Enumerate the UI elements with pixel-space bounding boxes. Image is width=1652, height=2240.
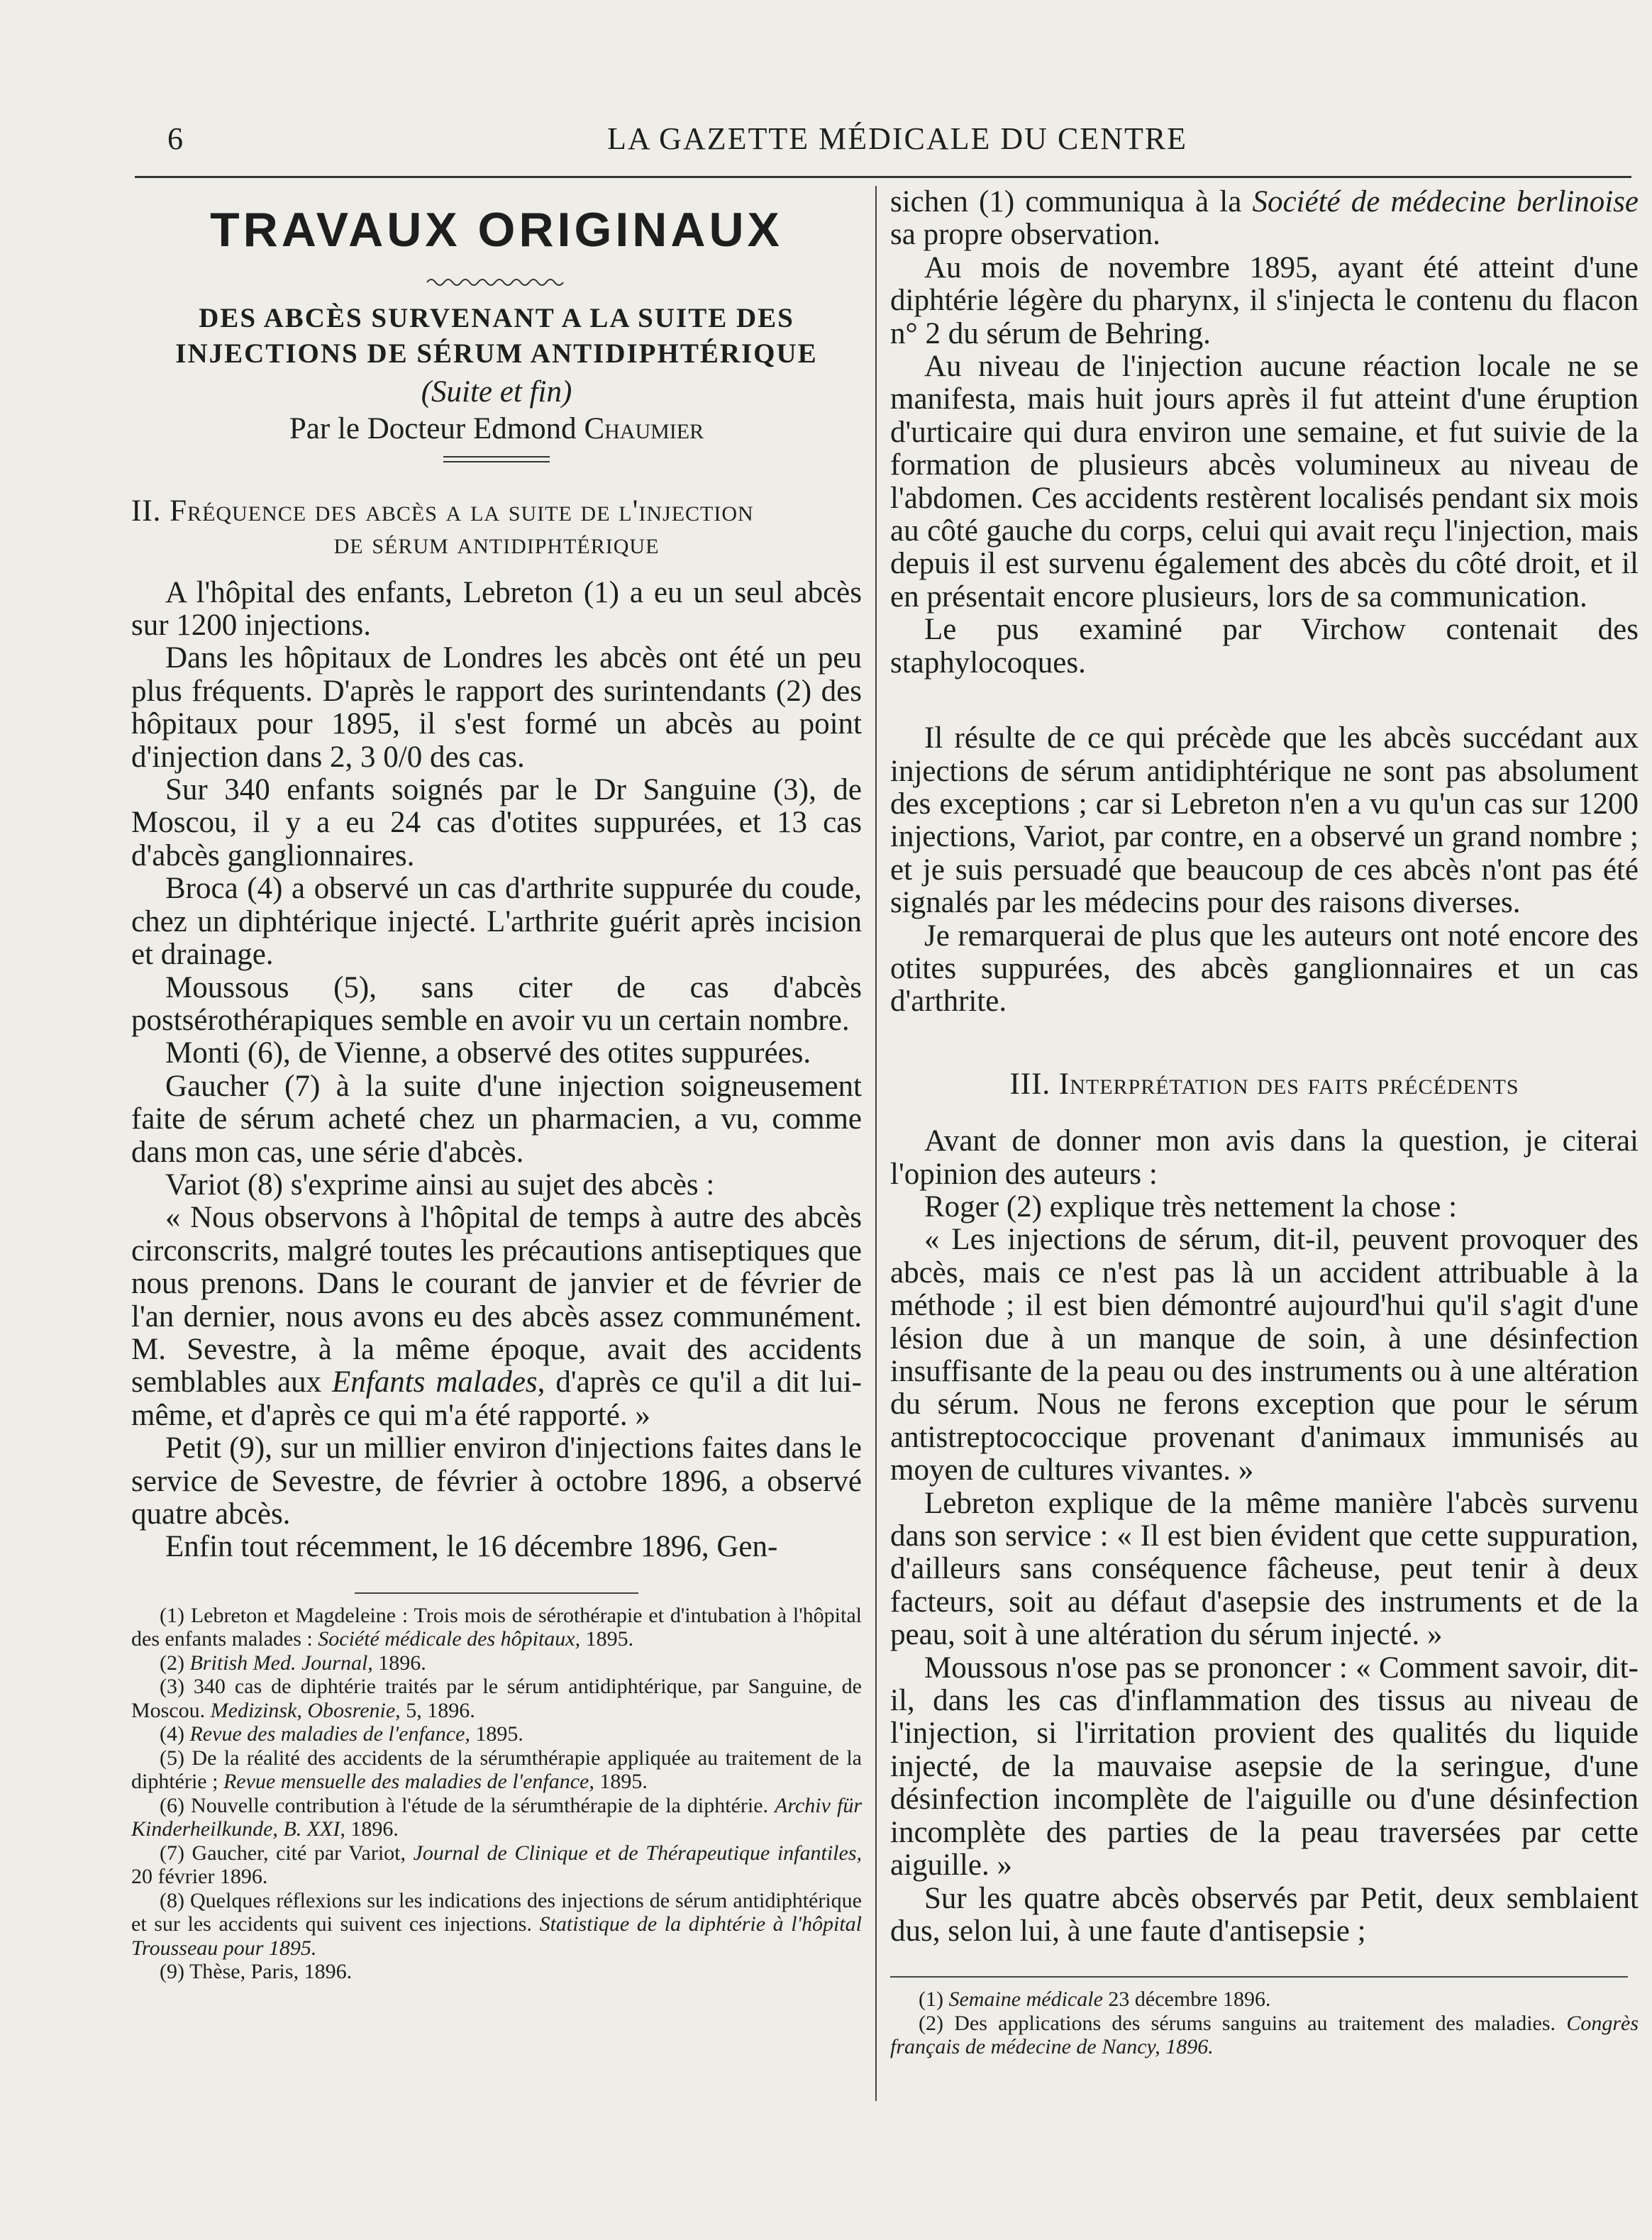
left-column [131, 186, 862, 1984]
paragraph: Monti (6), de Vienne, a observé des otites suppurées. [165, 1036, 811, 1070]
journal-title: LA GAZETTE MÉDICALE DU CENTRE [606, 121, 1188, 156]
paragraph: Il résulte de ce qui précède que les abcès succédant aux injections de sérum antidiphtérique ne sont pas absolument des exceptions ; car si Lebreton n'en a vu qu'un cas sur 1200 injections, Variot, par contre, en a observé un grand nombre ; et je suis persuadé que beaucoup de ces abcès n'ont pas été signalés par les médecins pour des raisons diverses. [890, 721, 1639, 920]
footnote: (8) Quelques réflexions sur les indications des injections de sérum antidiphtérique et sur les accidents qui suivent ces injections. Statistique de la diphtérie à l'hôpital Trousseau pour 1895. [131, 1888, 862, 1960]
footnote: (9) Thèse, Paris, 1896. [160, 1960, 353, 1984]
paragraph: Au mois de novembre 1895, ayant été atteint d'une diphtérie légère du pharynx, il s'injecta le contenu du flacon n° 2 du sérum de Behring. [890, 250, 1639, 350]
right-column [890, 186, 1639, 2059]
paragraph: Avant de donner mon avis dans la question, je citerai l'opinion des auteurs : [890, 1124, 1639, 1191]
paragraph: Lebreton explique de la même manière l'abcès survenu dans son service : « Il est bien évident que cette suppuration, d'ailleurs sans conséquence fâcheuse, peut tenir à deux facteurs, soit au défaut d'asepsie des instruments et de la peau, soit à une altération du sérum injecté. » [890, 1486, 1639, 1652]
part-heading-line2: de sérum antidiphtérique [333, 527, 660, 561]
running-head [163, 121, 1631, 163]
footnote: (5) De la réalité des accidents de la sérumthérapie appliquée au traitement de la diphtérie ; Revue mensuelle des maladies de l'enfance, 1895. [131, 1746, 862, 1794]
paragraph: Enfin tout récemment, le 16 décembre 1896, Gen- [165, 1530, 778, 1564]
paragraph: Sur les quatre abcès observés par Petit, deux semblaient dus, selon lui, à une faute d'antisepsie ; [890, 1881, 1639, 1948]
footnote-rule [355, 1592, 638, 1594]
paragraph: Roger (2) explique très nettement la chose : [924, 1190, 1458, 1224]
column-divider [875, 186, 877, 2101]
byline: Par le Docteur Edmond Chaumier [289, 412, 704, 446]
paragraph: Variot (8) s'exprime ainsi au sujet des abcès : [165, 1168, 715, 1202]
quote-paragraph: « Nous observons à l'hôpital de temps à autre des abcès circonscrits, malgré toutes les précautions antiseptiques que nous prenons. Dans le courant de janvier et de février de l'an dernier, nous avons eu des abcès assez communément. M. Sevestre, à la même époque, avait des accidents semblables aux Enfants malades, d'après ce qu'il a dit lui-même, et d'après ce qui m'a été rapporté. » [131, 1201, 862, 1432]
footnote: (3) 340 cas de diphtérie traités par le sérum antidiphtérique, par Sanguine, de Moscou. Medizinsk, Obosrenie, 5, 1896. [131, 1675, 862, 1722]
paragraph: Dans les hôpitaux de Londres les abcès ont été un peu plus fréquents. D'après le rapport des surintendants (2) des hôpitaux pour 1895, il s'est formé un abcès au point d'injection dans 2, 3 0/0 des cas. [131, 641, 862, 774]
footnote: (2) British Med. Journal, 1896. [160, 1651, 426, 1675]
footnote: (7) Gaucher, cité par Variot, Journal de Clinique et de Thérapeutique infantiles, 20 février 1896. [131, 1841, 862, 1889]
footnote: (2) Des applications des sérums sanguins au traitement des maladies. Congrès français de médecine de Nancy, 1896. [890, 2011, 1639, 2059]
quote-paragraph: « Les injections de sérum, dit-il, peuvent provoquer des abcès, mais ce n'est pas là un accident attribuable à la méthode ; il est bien démontré aujourd'hui qu'il s'agit d'une lésion due à un manque de soin, à une désinfection insuffisante de la peau ou des instruments ou à une altération du sérum. Nous ne ferons exception que pour le sérum antistreptococcique provenant d'animaux immunisés au moyen de cultures vivantes. » [890, 1223, 1639, 1487]
paragraph: Petit (9), sur un millier environ d'injections faites dans le service de Sevestre, de février à octobre 1896, a observé quatre abcès. [131, 1431, 862, 1531]
wavy-ornament [131, 264, 862, 281]
footnote-rule [890, 1976, 1628, 1978]
header-rule [135, 176, 1631, 178]
footnote: (4) Revue des maladies de l'enfance, 1895. [160, 1722, 523, 1746]
footnotes [890, 1987, 1639, 2059]
paragraph: Sur 340 enfants soignés par le Dr Sanguine (3), de Moscou, il y a eu 24 cas d'otites suppurées, et 13 cas d'abcès ganglionnaires. [131, 773, 862, 872]
paragraph: Gaucher (7) à la suite d'une injection soigneusement faite de sérum acheté chez un pharmacien, a vu, comme dans mon cas, une série d'abcès. [131, 1069, 862, 1169]
footnote: (6) Nouvelle contribution à l'étude de la sérumthérapie de la diphtérie. Archiv für Kinderheilkunde, B. XXI, 1896. [131, 1793, 863, 1841]
paragraph: Moussous (5), sans citer de cas d'abcès postsérothérapiques semble en avoir vu un certain nombre. [131, 970, 862, 1037]
paragraph: Je remarquerai de plus que les auteurs ont noté encore des otites suppurées, des abcès ganglionnaires et un cas d'arthrite. [890, 919, 1639, 1019]
double-rule [443, 456, 550, 462]
footnote: (1) Semaine médicale 23 décembre 1896. [919, 1987, 1271, 2012]
article-subtitle: (Suite et fin) [421, 375, 572, 409]
section-title: TRAVAUX ORIGINAUX [210, 203, 783, 257]
footnotes [131, 1604, 862, 1984]
article-title: DES ABCÈS SURVENANT A LA SUITE DES INJECTIONS DE SÉRUM ANTIDIPHTÉRIQUE [175, 303, 818, 369]
paragraph: A l'hôpital des enfants, Lebreton (1) a eu un seul abcès sur 1200 injections. [131, 575, 862, 643]
part-heading: II. Fréquence des abcès a la suite de l'injection [131, 494, 754, 528]
page-number: 6 [167, 121, 183, 156]
part-heading: III. Interprétation des faits précédents [1009, 1067, 1519, 1101]
paragraph: Moussous n'ose pas se prononcer : « Comment savoir, dit-il, dans les cas d'inflammation des tissus au niveau de l'injection, si l'irritation provient des qualités du liquide injecté, de la mauvaise asepsie de la seringue, d'une désinfection incomplète de l'aiguille ou d'une désinfection incomplète des parties de la peau traversées par cette aiguille. » [890, 1651, 1639, 1883]
paragraph: sichen (1) communiqua à la Société de médecine berlinoise sa propre observation. [890, 185, 1639, 252]
footnote: (1) Lebreton et Magdeleine : Trois mois de sérothérapie et d'intubation à l'hôpital des enfants malades : Société médicale des hôpitaux, 1895. [131, 1603, 862, 1651]
paragraph: Le pus examiné par Virchow contenait des staphylocoques. [890, 613, 1639, 680]
paragraph: Broca (4) a observé un cas d'arthrite suppurée du coude, chez un diphtérique injecté. L'arthrite guérit après incision et drainage. [131, 872, 862, 972]
paragraph: Au niveau de l'injection aucune réaction locale ne se manifesta, mais huit jours après il fut atteint d'une éruption d'urticaire qui dura environ une semaine, et fut suivie de la formation de plusieurs abcès volumineux au niveau de l'abdomen. Ces accidents restèrent localisés pendant six mois au côté gauche du corps, celui qui avait reçu l'injection, mais depuis il est survenu également des abcès du côté droit, et il en présentait encore plusieurs, lors de sa communication. [890, 350, 1639, 614]
